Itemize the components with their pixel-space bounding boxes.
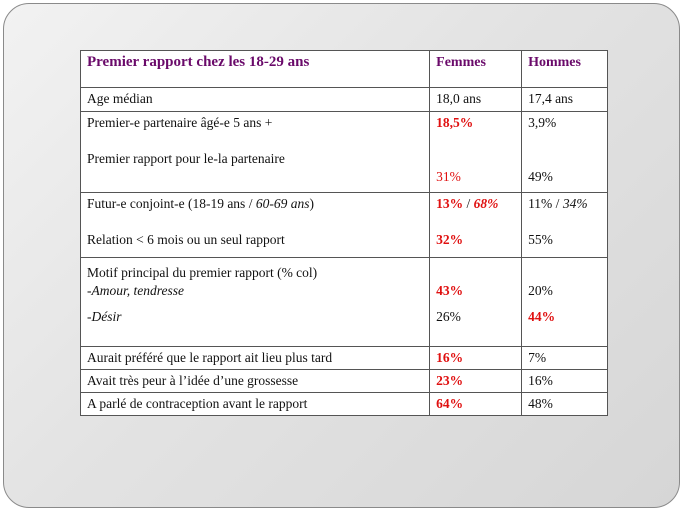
value-futur-sep: / [463, 196, 474, 211]
table-title-text: Premier rapport chez les 18-29 ans [87, 54, 310, 70]
value-futur-femmes-b: 68% [473, 196, 499, 211]
row-label: Aurait préféré que le rapport ait lieu plus tard [81, 347, 430, 370]
row-label [81, 112, 430, 193]
data-table [80, 50, 608, 416]
cell-hommes: 7% [522, 347, 608, 370]
cell-hommes [522, 193, 608, 258]
value-premier-partenaire-hommes: 49% [528, 169, 553, 184]
value-relation-femmes: 32% [436, 232, 464, 247]
value-amour-hommes: 20% [528, 283, 553, 298]
row-label [81, 258, 430, 347]
row-label [81, 193, 430, 258]
header-femmes-text: Femmes [436, 55, 486, 70]
value-relation-hommes: 55% [528, 232, 553, 247]
label-premier-partenaire: Premier rapport pour le-la partenaire [87, 151, 285, 166]
label-partenaire-age: Premier-e partenaire âgé-e 5 ans + [87, 115, 273, 130]
value-partenaire-age-femmes: 18,5% [436, 115, 474, 130]
cell-femmes [430, 393, 522, 416]
cell-hommes: 48% [522, 393, 608, 416]
value-partenaire-age-hommes: 3,9% [528, 115, 557, 130]
table-row [81, 258, 608, 347]
table-row [81, 347, 608, 370]
cell-femmes: 18,0 ans [430, 88, 522, 112]
label-futur-main: Futur-e conjoint-e (18-19 ans / [87, 196, 256, 211]
table-title [81, 51, 430, 88]
cell-femmes [430, 258, 522, 347]
table-row [81, 88, 608, 112]
table-row [81, 193, 608, 258]
value-premier-partenaire-femmes: 31% [436, 169, 461, 184]
header-femmes [430, 51, 522, 88]
value-futur-hommes-b: 34% [562, 196, 588, 211]
header-hommes-text: Hommes [528, 55, 581, 70]
table-row [81, 393, 608, 416]
cell-hommes: 16% [522, 370, 608, 393]
row-label: Avait très peur à l’idée d’une grossesse [81, 370, 430, 393]
value-desir-hommes: 44% [528, 309, 556, 324]
value-desir-femmes: 26% [436, 309, 461, 324]
label-futur-end: ) [309, 196, 314, 211]
label-relation: Relation < 6 mois ou un seul rapport [87, 232, 285, 247]
cell-hommes [522, 258, 608, 347]
cell-femmes [430, 193, 522, 258]
cell-hommes [522, 112, 608, 193]
value-contraception-femmes: 64% [436, 396, 464, 411]
cell-femmes [430, 347, 522, 370]
table-header-row [81, 51, 608, 88]
row-label: A parlé de contraception avant le rapport [81, 393, 430, 416]
label-motif: Motif principal du premier rapport (% col) [87, 265, 318, 280]
cell-hommes: 17,4 ans [522, 88, 608, 112]
value-futur-hommes-a: 11% / [528, 196, 563, 211]
header-hommes [522, 51, 608, 88]
value-prefere-femmes: 16% [436, 350, 464, 365]
table-row [81, 112, 608, 193]
cell-femmes [430, 370, 522, 393]
value-amour-femmes: 43% [436, 283, 464, 298]
value-futur-femmes-a: 13% [436, 196, 464, 211]
cell-femmes [430, 112, 522, 193]
row-label: Age médian [81, 88, 430, 112]
label-amour: -Amour, tendresse [87, 283, 184, 298]
label-futur-italic: 60-69 ans [255, 196, 310, 211]
label-desir: -Désir [87, 309, 122, 324]
label-futur [87, 196, 314, 211]
value-peur-femmes: 23% [436, 373, 464, 388]
table-row [81, 370, 608, 393]
